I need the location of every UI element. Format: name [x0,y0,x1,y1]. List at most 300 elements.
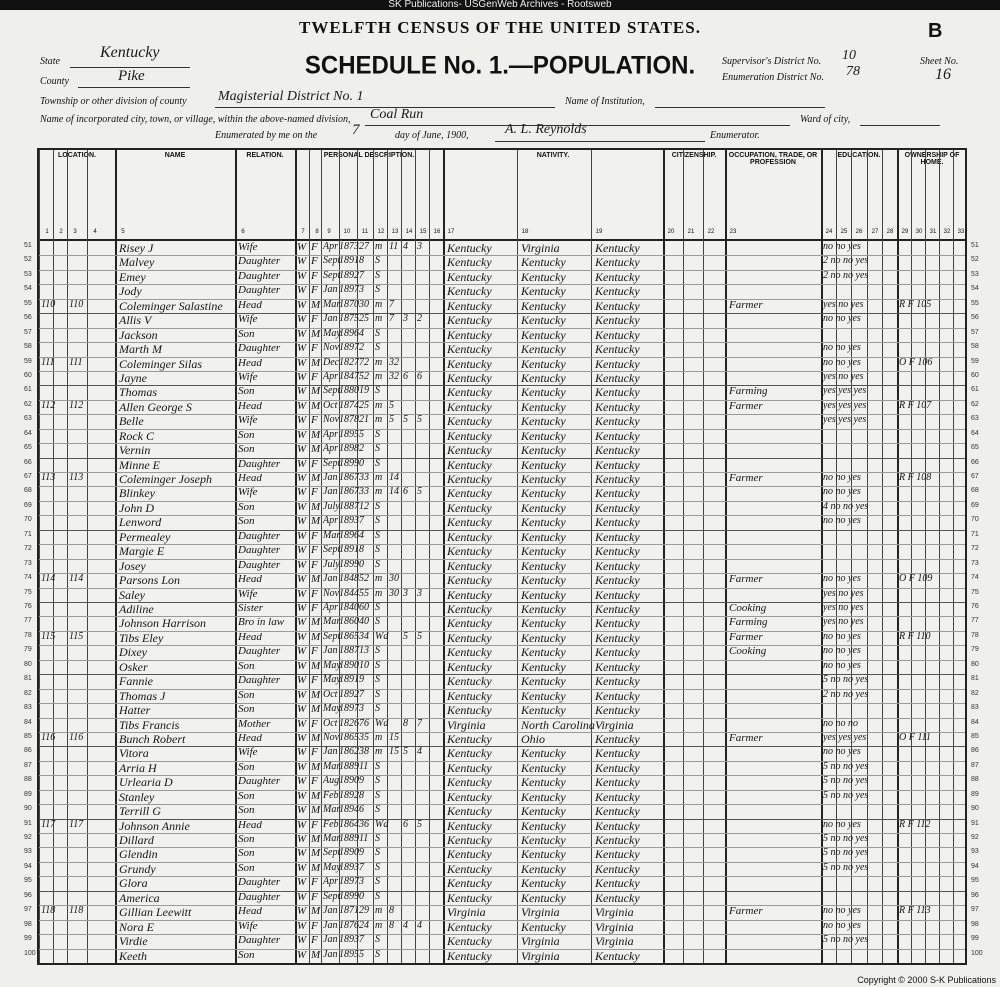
cell-edu: no no yes [823,515,861,527]
line-number: 100 [971,949,983,957]
cell-rel: Wife [238,370,258,383]
cell-mo: Mar [323,804,341,816]
cell-yrs: 5 [389,399,394,411]
cell-name: Jackson [119,327,158,342]
cell-age: 9 [359,775,364,787]
cell-mbp: Kentucky [595,327,640,342]
cell-s: F [311,934,318,947]
cell-mbp: Kentucky [595,818,640,833]
cell-edu: no no yes [823,356,861,368]
cell-yr: 1891 [339,255,359,267]
cell-fbp: Kentucky [521,659,566,674]
cell-fam: 118 [69,905,84,917]
cell-liv: 4 [417,919,422,931]
day-label: day of June, 1900, [395,130,469,141]
cell-liv: 3 [417,587,422,599]
cell-name: Johnson Harrison [119,616,207,631]
cell-s: F [311,645,318,658]
cell-s: M [311,443,321,456]
cell-ms: S [375,515,380,527]
county-line [78,87,190,88]
cell-liv: 4 [417,746,422,758]
row-rule [39,804,965,805]
cell-yr: 1895 [339,948,359,960]
cell-mbp: Kentucky [595,847,640,862]
line-number: 93 [24,848,32,856]
line-number: 74 [971,574,979,582]
cell-mbp: Kentucky [595,775,640,790]
cell-fam: 117 [69,818,84,830]
cell-rel: Son [238,385,255,398]
cell-bp: Kentucky [447,731,492,746]
cell-ms: S [375,659,380,671]
cell-age: 40 [359,616,369,628]
cell-ms: Wd [375,818,389,830]
cell-occ: Cooking [729,602,767,614]
column-number: 3 [73,229,77,235]
cell-bp: Kentucky [447,573,492,588]
cell-c: W [297,746,307,759]
cell-fam: 113 [69,472,84,484]
cell-mbp: Kentucky [595,630,640,645]
cell-yr: 1890 [339,659,359,671]
cell-age: 38 [359,746,369,758]
cell-yrs: 7 [389,313,394,325]
cell-c: W [297,399,307,412]
cell-rel: Son [238,443,255,456]
line-number: 96 [971,891,979,899]
cell-occ: Farming [729,616,768,629]
cell-liv: 5 [417,414,422,426]
cell-mo: May [323,703,341,715]
cell-name: Vitora [119,746,149,761]
cell-name: Thomas J [119,688,166,703]
cell-occ: Farmer [729,399,763,412]
cell-c: W [297,847,307,860]
cell-mo: July [323,558,340,570]
cell-yr: 1870 [339,298,359,310]
cell-mo: Apr [323,515,338,527]
column-number: 25 [840,229,848,235]
column-rule [53,150,54,963]
column-rule [703,150,704,963]
cell-own: R F 108 [899,472,932,484]
cell-ch: 3 [403,313,408,325]
cell-c: W [297,818,307,831]
cell-c: W [297,515,307,528]
cell-edu: 2 no no yes [823,269,869,281]
column-number: 21 [687,229,695,235]
cell-name: America [119,890,160,905]
cell-yr: 1876 [339,919,359,931]
cell-mbp: Kentucky [595,529,640,544]
line-number: 69 [24,501,32,509]
line-number: 61 [971,386,979,394]
cell-edu: yes no yes [823,602,864,613]
cell-yrs: 8 [389,905,394,917]
cell-fbp: Kentucky [521,298,566,313]
row-rule [39,949,965,950]
column-rule [309,150,310,963]
cell-c: W [297,804,307,817]
banner-text: SK Publications- USGenWeb Archives - Rootsweb [388,0,612,10]
group-relation: RELATION. [246,152,284,159]
cell-age: 8 [359,789,364,801]
cell-mo: Jan [323,919,338,931]
line-number: 89 [971,790,979,798]
cell-occ: Farmer [729,630,763,643]
group-location: LOCATION. [58,152,96,159]
line-number: 70 [24,516,32,524]
line-number: 83 [24,704,32,712]
cell-mbp: Kentucky [595,760,640,775]
cell-mo: Jan [323,948,338,960]
cell-age: 24 [359,919,369,931]
column-number: 13 [391,229,399,235]
cell-mbp: Kentucky [595,269,640,284]
cell-fbp: Kentucky [521,645,566,660]
cell-ms: S [375,674,380,686]
cell-s: F [311,486,318,499]
column-rule [67,150,68,963]
state-value: Kentucky [100,44,160,61]
cell-rel: Son [238,703,255,716]
cell-yr: 1899 [339,558,359,570]
cell-ms: S [375,890,380,902]
cell-c: W [297,370,307,383]
line-number: 85 [971,732,979,740]
cell-fbp: Kentucky [521,789,566,804]
cell-edu: yes no yes [823,587,864,599]
cell-s: M [311,515,321,528]
cell-age: 7 [359,688,364,700]
line-number: 71 [971,530,979,538]
cell-name: Allis V [119,313,152,328]
cell-mo: Nov [323,414,340,426]
cell-rel: Head [238,731,262,744]
cell-rel: Wife [238,919,258,932]
line-number: 84 [971,718,979,726]
cell-dw: 111 [41,356,55,368]
cell-age: 3 [359,284,364,296]
cell-age: 3 [359,703,364,715]
cell-fbp: Kentucky [521,327,566,342]
column-number: 30 [915,229,923,235]
cell-age: 2 [359,342,364,354]
cell-own: R F 107 [899,399,932,411]
cell-fbp: Kentucky [521,529,566,544]
column-number: 29 [901,229,909,235]
cell-s: M [311,428,321,441]
cell-age: 33 [359,486,369,498]
cell-rel: Son [238,515,255,528]
cell-rel: Head [238,472,262,485]
line-number: 99 [971,935,979,943]
line-number: 80 [971,660,979,668]
cell-ms: S [375,457,380,469]
cell-edu: 5 no no yes [823,760,869,772]
enumerator-label: Enumerator. [710,130,760,141]
cell-mo: Nov [323,731,340,743]
cell-edu: no no yes [823,818,861,830]
cell-rel: Son [238,428,255,441]
cell-bp: Kentucky [447,399,492,414]
cell-name: Johnson Annie [119,818,190,833]
banner [0,0,1000,10]
cell-fbp: Kentucky [521,284,566,299]
cell-bp: Virginia [447,905,486,920]
cell-s: F [311,414,318,427]
cell-s: F [311,818,318,831]
line-number: 90 [971,805,979,813]
cell-dw: 117 [41,818,56,830]
cell-bp: Kentucky [447,529,492,544]
line-number: 88 [971,776,979,784]
column-number: 1 [45,229,49,235]
line-number: 97 [971,906,979,914]
cell-mbp: Kentucky [595,472,640,487]
cell-edu: yes yes yes [823,731,867,743]
cell-ms: S [375,544,380,556]
cell-s: F [311,284,318,297]
cell-bp: Kentucky [447,789,492,804]
cell-bp: Kentucky [447,515,492,530]
group-personal: PERSONAL DESCRIPTION. [323,152,415,159]
column-rule [429,150,430,963]
cell-liv: 6 [417,370,422,382]
cell-yr: 1844 [339,587,359,599]
cell-name: Coleminger Joseph [119,472,212,487]
cell-yrs: 32 [389,356,399,368]
cell-liv: 5 [417,818,422,830]
ward-line [860,125,940,126]
cell-yr: 1827 [339,356,359,368]
cell-ms: S [375,602,380,613]
cell-bp: Kentucky [447,500,492,515]
line-number: 96 [24,891,32,899]
day-value: 7 [352,122,360,138]
column-rule [882,150,883,963]
cell-mbp: Kentucky [595,385,640,400]
enum-district-value: 78 [846,64,860,79]
cell-yr: 1896 [339,529,359,541]
cell-rel: Head [238,399,262,412]
line-number: 78 [971,631,979,639]
cell-fbp: Kentucky [521,919,566,934]
cell-age: 8 [359,544,364,556]
cell-yr: 1867 [339,472,359,484]
cell-ms: S [375,428,380,440]
cell-c: W [297,731,307,744]
cell-yr: 1889 [339,760,359,772]
cell-fbp: Kentucky [521,443,566,458]
cell-age: 12 [359,500,369,512]
cell-c: W [297,890,307,903]
cell-edu: no no yes [823,313,861,325]
cell-s: F [311,890,318,903]
cell-fbp: Kentucky [521,486,566,501]
cell-s: F [311,674,318,687]
cell-fbp: Virginia [521,905,560,920]
line-number: 61 [24,386,32,394]
cell-mbp: Kentucky [595,804,640,819]
cell-name: Tibs Eley [119,630,164,645]
cell-ms: S [375,385,380,397]
cell-bp: Kentucky [447,948,492,963]
cell-bp: Kentucky [447,804,492,819]
cell-age: 19 [359,385,369,397]
line-number: 64 [24,429,32,437]
cell-name: Minne E [119,457,160,472]
cell-c: W [297,241,307,253]
cell-rel: Daughter [238,255,281,268]
cell-mbp: Kentucky [595,645,640,660]
cell-mbp: Kentucky [595,558,640,573]
cell-c: W [297,255,307,268]
cell-c: W [297,703,307,716]
cell-name: Emey [119,269,146,284]
cell-bp: Virginia [447,717,486,732]
cell-c: W [297,645,307,658]
cell-rel: Wife [238,486,258,499]
cell-rel: Daughter [238,645,281,658]
line-number: 76 [971,603,979,610]
cell-s: M [311,630,321,643]
cell-ms: S [375,327,380,339]
cell-mbp: Kentucky [595,573,640,588]
cell-c: W [297,428,307,441]
cell-fbp: Kentucky [521,703,566,718]
sheet-no-value: 16 [935,66,951,83]
line-number: 82 [971,689,979,697]
line-number: 86 [971,747,979,755]
cell-c: W [297,472,307,485]
cell-mo: Jan [323,934,338,946]
cell-s: M [311,847,321,860]
cell-fbp: Kentucky [521,457,566,472]
ward-label: Ward of city, [800,114,851,125]
cell-fbp: Virginia [521,934,560,949]
cell-c: W [297,269,307,282]
cell-mo: Sept [323,385,341,397]
column-rule [373,150,374,963]
cell-fbp: Kentucky [521,833,566,848]
cell-bp: Kentucky [447,269,492,284]
cell-age: 35 [359,731,369,743]
cell-fam: 114 [69,573,84,585]
cell-yr: 1860 [339,616,359,628]
cell-dw: 116 [41,731,56,743]
cell-rel: Daughter [238,674,281,687]
cell-liv: 3 [417,241,422,252]
cell-fbp: North Carolina [521,717,595,732]
line-number: 87 [24,761,32,769]
line-number: 94 [971,862,979,870]
line-number: 69 [971,501,979,509]
line-number: 85 [24,732,32,740]
cell-age: 76 [359,717,369,729]
cell-s: F [311,876,318,889]
cell-rel: Son [238,804,255,817]
column-number: 5 [121,229,125,235]
cell-yr: 1897 [339,284,359,296]
cell-name: Dillard [119,833,154,848]
enumerated-label: Enumerated by me on the [215,130,318,141]
cell-mbp: Kentucky [595,428,640,443]
cell-s: F [311,342,318,355]
cell-rel: Daughter [238,529,281,542]
cell-c: W [297,298,307,311]
cell-fbp: Kentucky [521,414,566,429]
line-number: 51 [971,242,979,249]
line-number: 59 [971,357,979,365]
cell-name: Dixey [119,645,147,660]
cell-c: W [297,789,307,802]
cell-name: Gillian Leewitt [119,905,192,920]
cell-yr: 1887 [339,645,359,657]
cell-bp: Kentucky [447,385,492,400]
cell-yr: 1899 [339,457,359,469]
cell-mbp: Kentucky [595,833,640,848]
cell-name: Josey [119,558,146,573]
cell-mbp: Kentucky [595,313,640,328]
column-rule [897,150,899,963]
column-number: 17 [447,229,455,235]
cell-name: Arria H [119,760,157,775]
cell-dw: 110 [41,298,56,310]
cell-c: W [297,602,307,614]
cell-yrs: 14 [389,486,399,498]
cell-name: Jayne [119,370,147,385]
line-number: 55 [24,299,32,307]
cell-yr: 1893 [339,861,359,873]
line-number: 65 [24,444,32,452]
cell-mbp: Kentucky [595,602,640,616]
cell-rel: Daughter [238,457,281,470]
cell-mbp: Kentucky [595,414,640,429]
column-rule [953,150,954,963]
row-rule [39,703,965,704]
cell-edu: yes yes yes [823,399,867,411]
cell-rel: Daughter [238,890,281,903]
cell-s: F [311,313,318,326]
column-number: 12 [377,229,385,235]
cell-s: M [311,385,321,398]
line-number: 62 [971,400,979,408]
line-number: 74 [24,574,32,582]
cell-s: M [311,804,321,817]
cell-fbp: Kentucky [521,804,566,819]
cell-mo: May [323,674,341,686]
group-name: NAME [164,152,186,159]
cell-rel: Son [238,833,255,846]
cell-yr: 1892 [339,688,359,700]
cell-mbp: Kentucky [595,255,640,270]
cell-ms: m [375,587,383,599]
cell-mo: Feb [323,818,339,830]
cell-rel: Son [238,861,255,874]
cell-age: 5 [359,428,364,440]
cell-own: R F 112 [899,818,931,830]
line-number: 72 [971,545,979,553]
enum-district-label: Enumeration District No. [722,72,824,83]
cell-yr: 1874 [339,399,359,411]
cell-yr: 1893 [339,515,359,527]
line-number: 80 [24,660,32,668]
cell-rel: Mother [238,717,271,730]
cell-rel: Head [238,905,262,918]
cell-edu: 5 no no yes [823,833,869,845]
